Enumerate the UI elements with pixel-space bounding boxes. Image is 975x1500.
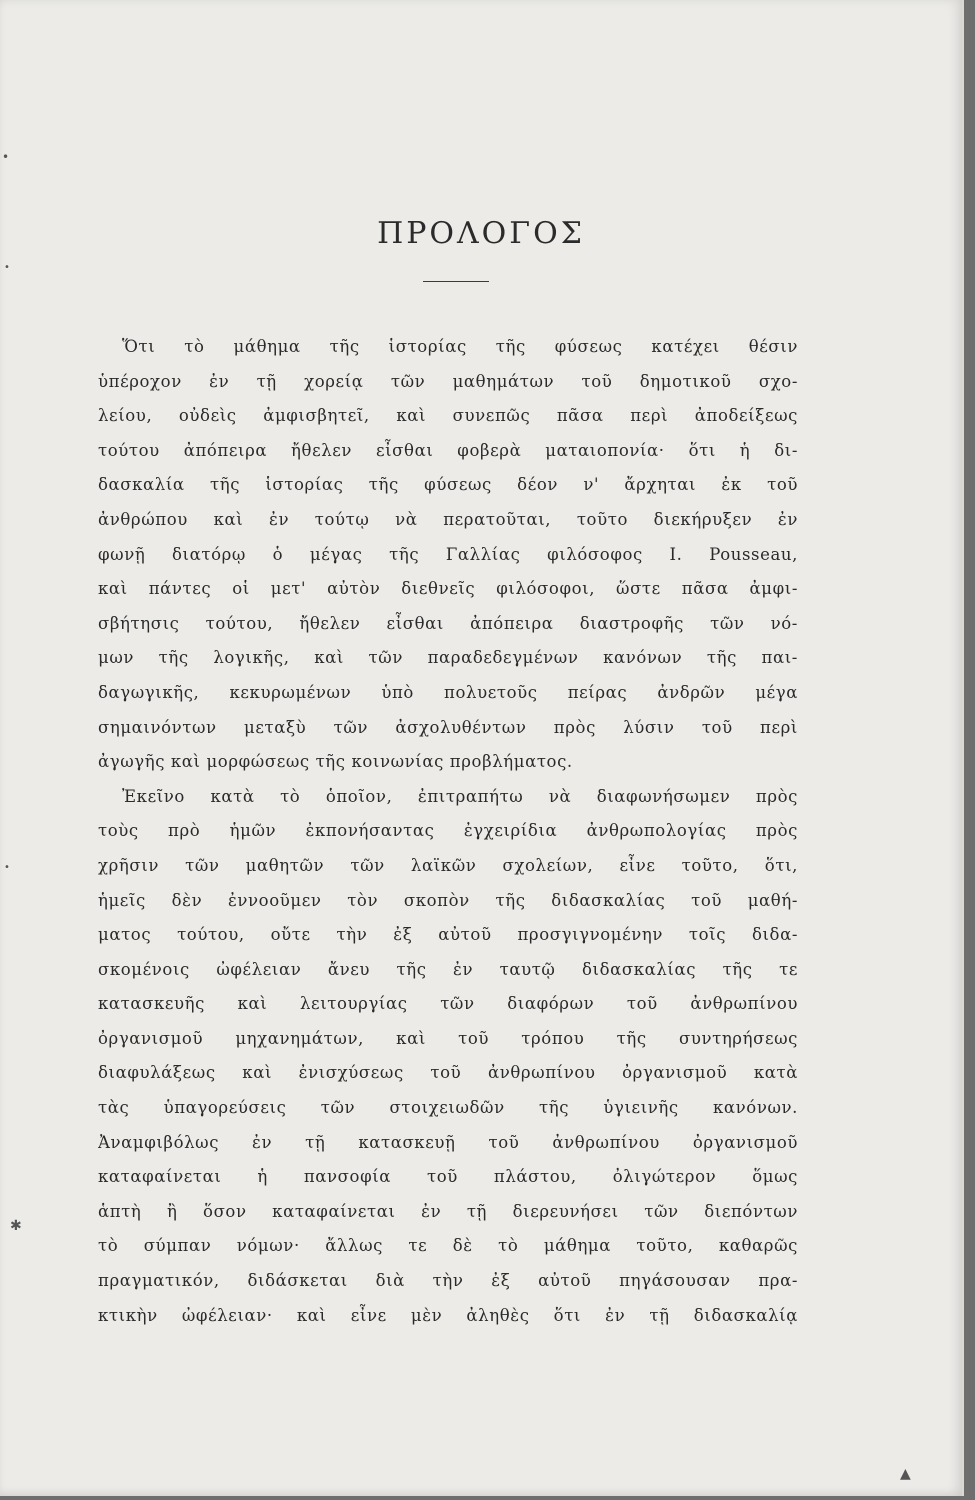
ink-speck: ▲ xyxy=(900,1466,911,1482)
text-line: ἡμεῖς δὲν ἐννοοῦμεν τὸν σκοπὸν τῆς διδασκαλίας τοῦ μαθή- xyxy=(98,890,798,910)
text-line: δασκαλία τῆς ἱστορίας τῆς φύσεως δέον ν' ἄρχηται ἐκ τοῦ xyxy=(98,475,798,495)
text-line: ὑπέροχον ἐν τῇ χορείᾳ τῶν μαθημάτων τοῦ δημοτικοῦ σχο- xyxy=(98,371,798,391)
text-line: Ὅτι τὸ μάθημα τῆς ἱστορίας τῆς φύσεως κατέχει θέσιν xyxy=(122,337,798,356)
ink-speck: • xyxy=(4,262,10,273)
text-line: καὶ πάντες οἱ μετ' αὐτὸν διεθνεῖς φιλόσοφοι, ὥστε πᾶσα ἀμφι- xyxy=(98,579,798,599)
text-line: διαφυλάξεως καὶ ἐνισχύσεως τοῦ ἀνθρωπίνου ὀργανισμοῦ κατὰ xyxy=(98,1063,798,1083)
text-line: πραγματικόν, διδάσκεται διὰ τὴν ἐξ αὐτοῦ πηγάσουσαν πρα- xyxy=(98,1271,798,1291)
text-line: κτικὴν ὠφέλειαν· καὶ εἶνε μὲν ἀληθὲς ὅτι ἐν τῇ διδασκαλίᾳ xyxy=(98,1305,798,1325)
text-line: ἀγωγῆς καὶ μορφώσεως τῆς κοινωνίας προβλήματος. xyxy=(98,752,573,772)
text-line: τὸ σύμπαν νόμων· ἄλλως τε δὲ τὸ μάθημα τοῦτο, καθαρῶς xyxy=(98,1236,798,1256)
ink-speck: ✱ xyxy=(10,1218,22,1234)
ink-speck: • xyxy=(4,862,10,873)
title-divider xyxy=(423,281,489,282)
page-title: ΠΡΟΛΟΓΟΣ xyxy=(377,216,585,251)
text-line: χρῆσιν τῶν μαθητῶν τῶν λαϊκῶν σχολείων, εἶνε τοῦτο, ὅτι, xyxy=(98,855,798,875)
text-line: Ἐκεῖνο κατὰ τὸ ὁποῖον, ἐπιτραπήτω νὰ διαφωνήσωμεν πρὸς xyxy=(122,786,798,806)
text-line: τούτου ἀπόπειρα ἤθελεν εἶσθαι φοβερὰ ματαιοπονία· ὅτι ἡ δι- xyxy=(98,440,798,460)
text-line: ἁπτὴ ἢ ὅσον καταφαίνεται ἐν τῇ διερευνήσει τῶν διεπόντων xyxy=(98,1201,798,1221)
ink-speck: • xyxy=(2,150,10,164)
text-line: Ἀναμφιβόλως ἐν τῇ κατασκευῇ τοῦ ἀνθρωπίνου ὀργανισμοῦ xyxy=(98,1132,798,1152)
text-line: καταφαίνεται ἡ πανσοφία τοῦ πλάστου, ὀλιγώτερον ὅμως xyxy=(98,1167,798,1187)
text-line: ματος τούτου, οὔτε τὴν ἐξ αὐτοῦ προσγιγνομένην τοῖς διδα- xyxy=(98,925,798,945)
text-line: σβήτησις τούτου, ἤθελεν εἶσθαι ἀπόπειρα διαστροφῆς τῶν νό- xyxy=(98,613,798,633)
text-line: τοὺς πρὸ ἡμῶν ἐκπονήσαντας ἐγχειρίδια ἀνθρωπολογίας πρὸς xyxy=(98,821,798,841)
text-line: ἀνθρώπου καὶ ἐν τούτῳ νὰ περατοῦται, τοῦτο διεκήρυξεν ἐν xyxy=(98,509,798,529)
text-line: ὀργανισμοῦ μηχανημάτων, καὶ τοῦ τρόπου τῆς συντηρήσεως xyxy=(98,1028,798,1048)
text-line: δαγωγικῆς, κεκυρωμένων ὑπὸ πολυετοῦς πείρας ἀνδρῶν μέγα xyxy=(98,682,798,702)
text-line: σημαινόντων μεταξὺ τῶν ἀσχολυθέντων πρὸς λύσιν τοῦ περὶ xyxy=(98,717,798,737)
text-line: λείου, οὐδεὶς ἀμφισβητεῖ, καὶ συνεπῶς πᾶσα περὶ ἀποδείξεως xyxy=(98,406,798,426)
prologue-text xyxy=(98,330,798,1333)
text-line: φωνῇ διατόρῳ ὁ μέγας τῆς Γαλλίας φιλόσοφος I. Pousseau, xyxy=(98,544,798,564)
text-line: τὰς ὑπαγορεύσεις τῶν στοιχειωδῶν τῆς ὑγιεινῆς κανόνων. xyxy=(98,1098,798,1118)
text-line: σκομένοις ὠφέλειαν ἄνευ τῆς ἐν ταυτῷ διδασκαλίας τῆς τε xyxy=(98,959,798,979)
text-line: κατασκευῆς καὶ λειτουργίας τῶν διαφόρων τοῦ ἀνθρωπίνου xyxy=(98,994,798,1014)
text-line: μων τῆς λογικῆς, καὶ τῶν παραδεδεγμένων κανόνων τῆς παι- xyxy=(98,648,798,668)
